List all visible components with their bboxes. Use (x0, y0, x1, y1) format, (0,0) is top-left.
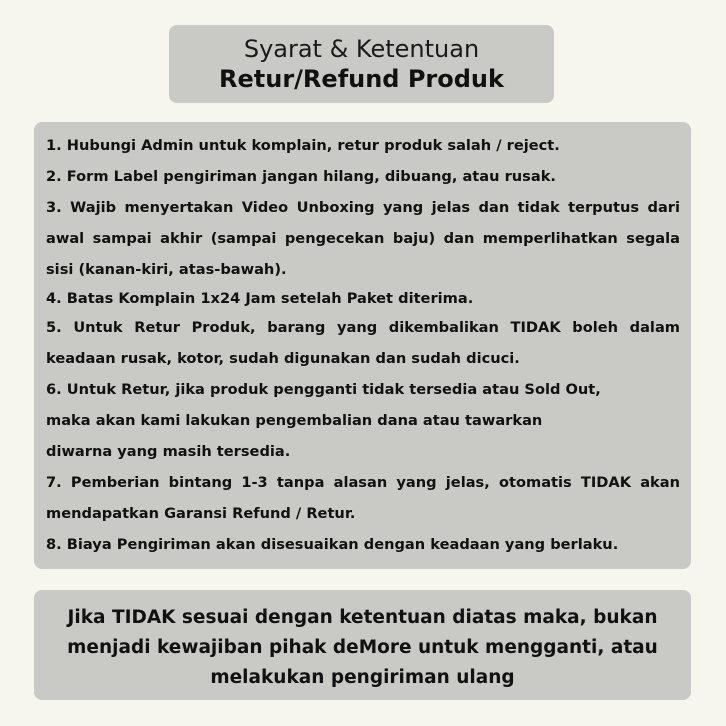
term-text: 2. Form Label pengiriman jangan hilang, dibuang, atau rusak. (46, 168, 556, 185)
term-text: 7. Pemberian bintang 1-3 tanpa alasan yang jelas, otomatis TIDAK akan mendapatkan Garansi Refund / Retur. (46, 474, 680, 522)
term-line: maka akan kami lakukan pengembalian dana atau tawarkan (46, 412, 543, 429)
term-text: 4. Batas Komplain 1x24 Jam setelah Paket diterima. (46, 290, 474, 307)
term-item (46, 374, 680, 467)
term-item (46, 529, 680, 560)
title-heading: Retur/Refund Produk (219, 65, 504, 93)
title-card (169, 25, 554, 103)
notice-panel (34, 590, 691, 700)
term-item (46, 130, 680, 161)
title-subheading: Syarat & Ketentuan (243, 35, 480, 63)
term-text: 3. Wajib menyertakan Video Unboxing yang jelas dan tidak terputus dari awal sampai akhir (sampai pengecekan baju) dan memperlihatkan segala sisi (kanan-kiri, atas-bawah). (46, 199, 680, 278)
term-line: diwarna yang masih tersedia. (46, 443, 291, 460)
term-text: 1. Hubungi Admin untuk komplain, retur produk salah / reject. (46, 137, 560, 154)
term-text: 8. Biaya Pengiriman akan disesuaikan dengan keadaan yang berlaku. (46, 536, 619, 553)
term-line: 6. Untuk Retur, jika produk pengganti tidak tersedia atau Sold Out, (46, 381, 601, 398)
terms-list (46, 130, 680, 560)
term-item (46, 161, 680, 192)
terms-panel (34, 122, 691, 569)
term-item (46, 467, 680, 529)
term-text: 5. Untuk Retur Produk, barang yang dikembalikan TIDAK boleh dalam keadaan rusak, kotor, sudah digunakan dan sudah dicuci. (46, 319, 680, 367)
term-item (46, 192, 680, 285)
notice-text: Jika TIDAK sesuai dengan ketentuan diatas maka, bukan menjadi kewajiban pihak deMore untuk mengganti, atau melakukan pengiriman ulang (67, 607, 658, 688)
term-item (46, 285, 680, 312)
term-item (46, 312, 680, 374)
